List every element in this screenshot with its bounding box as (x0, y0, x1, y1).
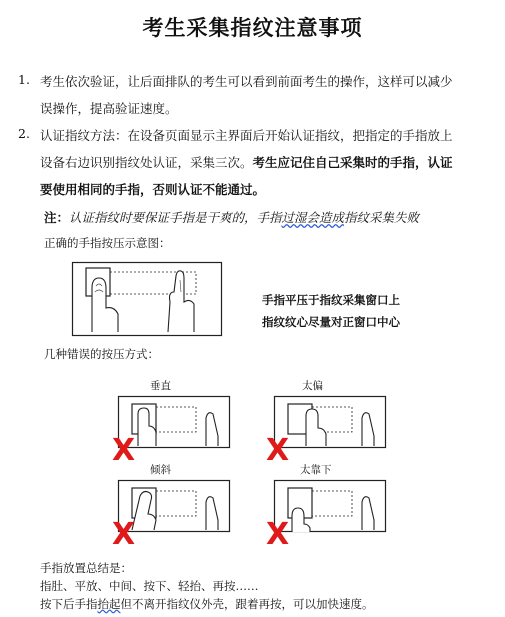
item-1-line-1: 考生依次验证，让后面排队的考生可以看到前面考生的操作，这样可以减少 (40, 74, 453, 89)
wrong-label-2: 太偏 (302, 380, 323, 392)
item-2-line-2 (40, 153, 453, 171)
correct-press-illustration (72, 262, 222, 336)
note-text-a: 认证指纹时要保证手指是干爽的，手指 (69, 210, 282, 225)
correct-caption-2: 指纹纹心尽量对正窗口中心 (262, 315, 400, 329)
summary-tip (40, 596, 374, 612)
x-mark-icon: X (112, 517, 136, 552)
item-2-line-3: 要使用相同的手指，否则认证不能通过。 (40, 182, 266, 197)
correct-caption-1: 手指平压于指纹采集窗口上 (262, 293, 400, 307)
note-text-c: 指纹采集失败 (344, 210, 420, 225)
wrong-label-4: 太靠下 (300, 464, 332, 476)
wrong-case-too-low (274, 480, 386, 532)
note-label: 注： (44, 210, 70, 225)
item-2-line-2-normal: 设备右边识别指纹处认证，采集三次。 (40, 155, 253, 170)
summary-tip-c: 但不离开指纹仪外壳，跟着再按，可以加快速度。 (120, 597, 374, 611)
correct-heading: 正确的手指按压示意图： (44, 236, 171, 250)
wrong-heading: 几种错误的按压方式： (44, 347, 159, 361)
summary-heading: 手指放置总结是： (40, 561, 132, 575)
page-title: 考生采集指纹注意事项 (142, 16, 363, 40)
wrong-case-offset (274, 396, 386, 448)
summary-steps: 指肚、平放、中间、按下、轻抬、再按…… (40, 579, 259, 593)
note-text-b: 过湿会造成 (281, 210, 345, 225)
wrong-label-3: 倾斜 (150, 464, 171, 476)
item-2-line-1: 认证指纹方法：在设备页面显示主界面后开始认证指纹，把指定的手指放上 (40, 128, 453, 143)
item-1-line-2: 误操作，提高验证速度。 (40, 101, 178, 116)
summary-tip-b: 抬起 (97, 597, 121, 611)
wrong-label-1: 垂直 (150, 380, 171, 392)
item-number-2: 2. (18, 126, 30, 141)
x-mark-icon: X (266, 517, 290, 552)
summary-tip-a: 按下后手指 (40, 597, 98, 611)
note (44, 208, 419, 226)
item-2-line-2-bold: 考生应记住自己采集时的手指，认证 (252, 155, 453, 170)
x-mark-icon: X (266, 433, 290, 468)
item-number-1: 1. (18, 72, 30, 87)
x-mark-icon: X (112, 433, 136, 468)
